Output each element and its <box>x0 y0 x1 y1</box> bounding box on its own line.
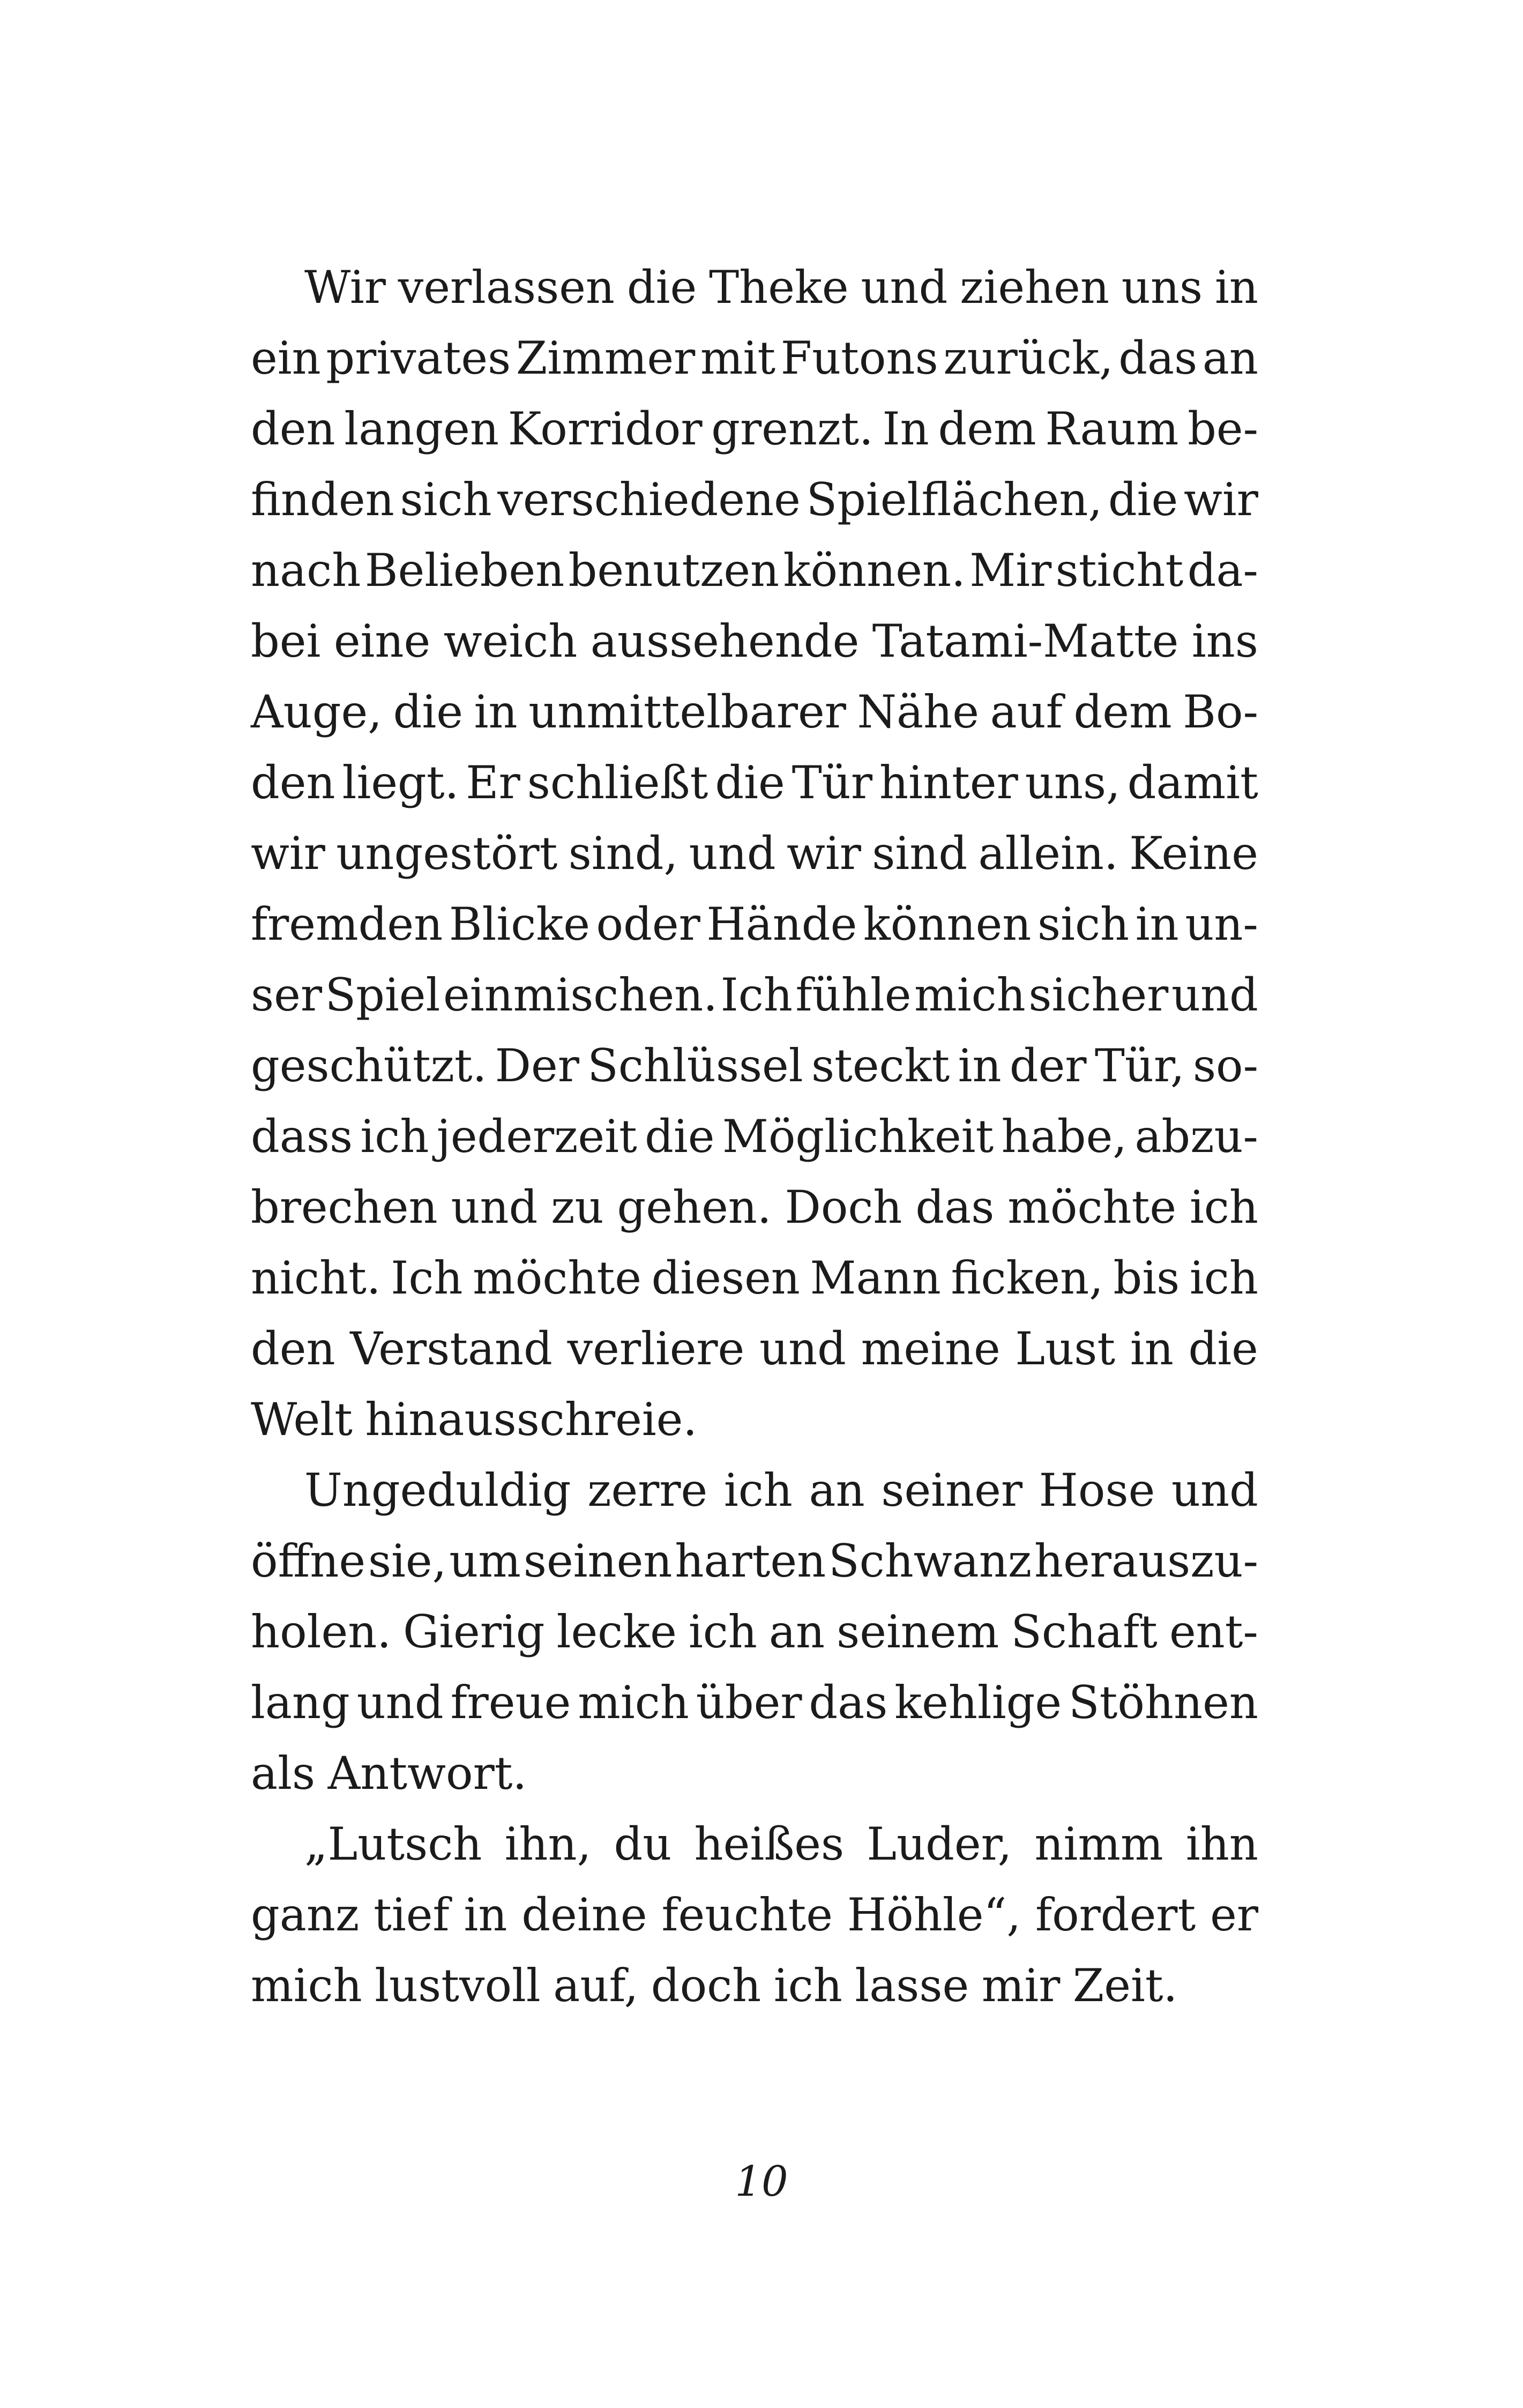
word: Spielflächen, <box>806 473 1103 526</box>
word: In <box>882 403 929 455</box>
word: habe, <box>1001 1110 1127 1163</box>
word: ganz <box>251 1889 360 1941</box>
word: ihn <box>1185 1818 1258 1870</box>
word: in <box>464 1889 507 1941</box>
word: hinausschreie. <box>365 1393 698 1446</box>
word: sich <box>1037 898 1130 950</box>
word: Bo- <box>1183 686 1258 738</box>
page-number: 10 <box>735 2158 788 2206</box>
word: Tür, <box>1094 1039 1185 1092</box>
word: Ungeduldig <box>304 1464 571 1517</box>
word: und <box>1171 969 1258 1021</box>
word: sind, <box>568 827 678 880</box>
word: Hände <box>706 898 857 950</box>
word: Gierig <box>403 1606 545 1658</box>
word: Schwanz <box>828 1535 1032 1587</box>
word: „Lutsch <box>304 1818 482 1870</box>
word: zerre <box>587 1464 708 1517</box>
word: können <box>863 898 1032 950</box>
word: verliere <box>567 1322 745 1375</box>
word: ich <box>1189 1181 1258 1233</box>
word: möchte <box>473 1252 641 1304</box>
word: aussehende <box>590 615 860 667</box>
word: Schaft <box>1011 1606 1158 1658</box>
word: die <box>715 756 785 809</box>
word: Lust <box>1015 1322 1116 1375</box>
text-line <box>251 252 1258 323</box>
text-line <box>251 889 1258 960</box>
word: fordert <box>1035 1889 1196 1941</box>
word: Spiel <box>325 969 441 1021</box>
word: einmischen. <box>443 969 718 1021</box>
word: steckt <box>811 1039 950 1092</box>
word: gehen. <box>617 1181 772 1233</box>
word: das <box>809 1676 888 1729</box>
text-line <box>251 1030 1258 1101</box>
word: wir <box>1184 473 1258 526</box>
word: verschiedene <box>497 473 801 526</box>
word: privates <box>326 332 511 384</box>
word: in <box>958 1039 1002 1092</box>
word: herauszu- <box>1034 1535 1258 1587</box>
word: deine <box>521 1889 647 1941</box>
word: geschützt. <box>251 1039 487 1092</box>
word: allein. <box>978 827 1118 880</box>
word: die <box>626 261 697 314</box>
word: bei <box>251 615 321 667</box>
word: hinter <box>879 756 1018 809</box>
word: seiner <box>881 1464 1023 1517</box>
word: harten <box>675 1535 826 1587</box>
word: benutzen <box>568 544 780 597</box>
word: möchte <box>1007 1181 1177 1233</box>
word: ich <box>688 1606 757 1658</box>
word: an <box>1202 332 1258 384</box>
word: sich <box>400 473 492 526</box>
text-line <box>251 818 1258 889</box>
word: wir <box>786 827 861 880</box>
word: fühle <box>795 969 912 1021</box>
text-line <box>251 464 1258 535</box>
word: so- <box>1192 1039 1258 1092</box>
word: Stöhnen <box>1069 1676 1258 1729</box>
word: fremden <box>251 898 443 950</box>
word: wir <box>251 827 325 880</box>
word: Auge, <box>251 686 382 738</box>
word: damit <box>1127 756 1258 809</box>
word: Raum <box>1045 403 1179 455</box>
word: das <box>915 1181 995 1233</box>
word: seinem <box>837 1606 999 1658</box>
text-line <box>251 1526 1258 1596</box>
word: mich <box>914 969 1026 1021</box>
word: mich <box>251 1959 362 2012</box>
word: Belieben <box>364 544 565 597</box>
word: Tür <box>792 756 873 809</box>
word: ich <box>1189 1252 1258 1304</box>
word: liegt. <box>342 756 459 809</box>
word: freue <box>450 1676 571 1729</box>
word: öffne <box>251 1535 366 1587</box>
word: auf, <box>553 1959 639 2012</box>
word: die <box>393 686 463 738</box>
word: sie, <box>368 1535 447 1587</box>
word: lecke <box>556 1606 677 1658</box>
word: sind <box>872 827 968 880</box>
word: brechen <box>251 1181 438 1233</box>
word: und <box>689 827 776 880</box>
word: uns, <box>1025 756 1121 809</box>
text-line <box>251 1243 1258 1313</box>
word: dem <box>1073 686 1172 738</box>
text-line <box>251 606 1258 677</box>
word: ziehen <box>960 261 1109 314</box>
word: uns <box>1121 261 1203 314</box>
word: heißes <box>694 1818 845 1870</box>
word: Zimmer <box>516 332 696 384</box>
word: ich <box>773 1959 842 2012</box>
word: Luder, <box>867 1818 1012 1870</box>
word: können. <box>783 544 966 597</box>
word: ein <box>251 332 321 384</box>
word: den <box>251 1322 335 1375</box>
word: lustvoll <box>375 1959 541 2012</box>
word: Futons <box>780 332 938 384</box>
word: be- <box>1188 403 1258 455</box>
word: das <box>1118 332 1198 384</box>
word: in <box>1135 898 1179 950</box>
word: und <box>759 1322 846 1375</box>
text-line <box>251 1384 1258 1455</box>
word: und <box>1171 1464 1258 1517</box>
word: jederzeit <box>436 1110 637 1163</box>
word: Tatami-Matte <box>872 615 1179 667</box>
word: da- <box>1187 544 1258 597</box>
word: Antwort. <box>327 1747 527 1800</box>
word: an <box>768 1606 825 1658</box>
word: lasse <box>855 1959 969 2012</box>
text-line <box>251 747 1258 818</box>
word: Möglichkeit <box>722 1110 994 1163</box>
word: der <box>1009 1039 1087 1092</box>
word: finden <box>251 473 394 526</box>
word: Ich <box>720 969 793 1021</box>
text-line <box>251 1101 1258 1172</box>
text-line <box>251 1738 1258 1809</box>
word: grenzt. <box>711 403 874 455</box>
word: langen <box>344 403 499 455</box>
text-line <box>251 960 1258 1030</box>
word: verlassen <box>398 261 615 314</box>
word: Welt <box>251 1393 353 1446</box>
word: ich <box>360 1110 429 1163</box>
text-line <box>251 323 1258 393</box>
word: doch <box>651 1959 762 2012</box>
word: über <box>696 1676 802 1729</box>
word: ungestört <box>336 827 558 880</box>
text-line <box>251 1667 1258 1738</box>
word: in <box>474 686 518 738</box>
word: Mir <box>969 544 1052 597</box>
word: Verstand <box>350 1322 553 1375</box>
word: Doch <box>785 1181 902 1233</box>
word: die <box>1108 473 1178 526</box>
word: mir <box>981 1959 1061 2012</box>
word: weich <box>443 615 578 667</box>
word: und <box>451 1181 538 1233</box>
word: Höhle“, <box>847 1889 1021 1941</box>
word: Korridor <box>507 403 703 455</box>
word: feuchte <box>661 1889 833 1941</box>
text-line <box>251 1950 1258 2021</box>
word: eine <box>333 615 431 667</box>
word: Nähe <box>857 686 979 738</box>
word: in <box>1130 1322 1174 1375</box>
word: mit <box>700 332 776 384</box>
word: um <box>449 1535 521 1587</box>
word: diesen <box>651 1252 800 1304</box>
word: Schlüssel <box>587 1039 803 1092</box>
text-line <box>251 535 1258 606</box>
word: Keine <box>1129 827 1258 880</box>
word: mich <box>578 1676 689 1729</box>
word: Theke <box>709 261 849 314</box>
word: die <box>1188 1322 1258 1375</box>
text-line <box>251 1313 1258 1384</box>
word: oder <box>596 898 700 950</box>
word: als <box>251 1747 316 1800</box>
text-line <box>251 1879 1258 1950</box>
word: abzu- <box>1134 1110 1258 1163</box>
word: an <box>809 1464 865 1517</box>
word: ficken, <box>951 1252 1103 1304</box>
word: lang <box>251 1676 350 1729</box>
word: die <box>645 1110 715 1163</box>
text-line <box>251 677 1258 747</box>
word: tief <box>374 1889 450 1941</box>
word: Er <box>466 756 520 809</box>
word: nach <box>251 544 361 597</box>
word: ent- <box>1169 1606 1258 1658</box>
word: nimm <box>1034 1818 1163 1870</box>
word: sicher <box>1028 969 1169 1021</box>
word: Zeit. <box>1072 1959 1178 2012</box>
word: auf <box>990 686 1063 738</box>
word: ihn, <box>504 1818 592 1870</box>
word: und <box>861 261 948 314</box>
word: kehlige <box>894 1676 1062 1729</box>
word: Ich <box>391 1252 463 1304</box>
word: Hose <box>1039 1464 1155 1517</box>
word: in <box>1214 261 1258 314</box>
word: du <box>614 1818 672 1870</box>
text-line <box>251 393 1258 464</box>
word: den <box>251 403 335 455</box>
word: zurück, <box>943 332 1114 384</box>
word: und <box>356 1676 444 1729</box>
word: dem <box>938 403 1036 455</box>
body-text <box>251 252 1258 2021</box>
word: Der <box>495 1039 579 1092</box>
word: ich <box>723 1464 793 1517</box>
word: bis <box>1113 1252 1180 1304</box>
word: Blicke <box>449 898 590 950</box>
word: sticht <box>1055 544 1184 597</box>
text-line <box>251 1172 1258 1243</box>
word: er <box>1210 1889 1258 1941</box>
text-line <box>251 1809 1258 1879</box>
word: meine <box>861 1322 1001 1375</box>
word: den <box>251 756 335 809</box>
word: Wir <box>304 261 386 314</box>
word: un- <box>1185 898 1258 950</box>
word: schließt <box>527 756 708 809</box>
word: unmittelbarer <box>528 686 846 738</box>
text-line <box>251 1455 1258 1526</box>
word: ser <box>251 969 322 1021</box>
word: dass <box>251 1110 353 1163</box>
word: Mann <box>810 1252 941 1304</box>
word: nicht. <box>251 1252 381 1304</box>
word: zu <box>551 1181 604 1233</box>
text-line <box>251 1596 1258 1667</box>
word: seinen <box>523 1535 673 1587</box>
word: ins <box>1191 615 1258 667</box>
word: holen. <box>251 1606 392 1658</box>
